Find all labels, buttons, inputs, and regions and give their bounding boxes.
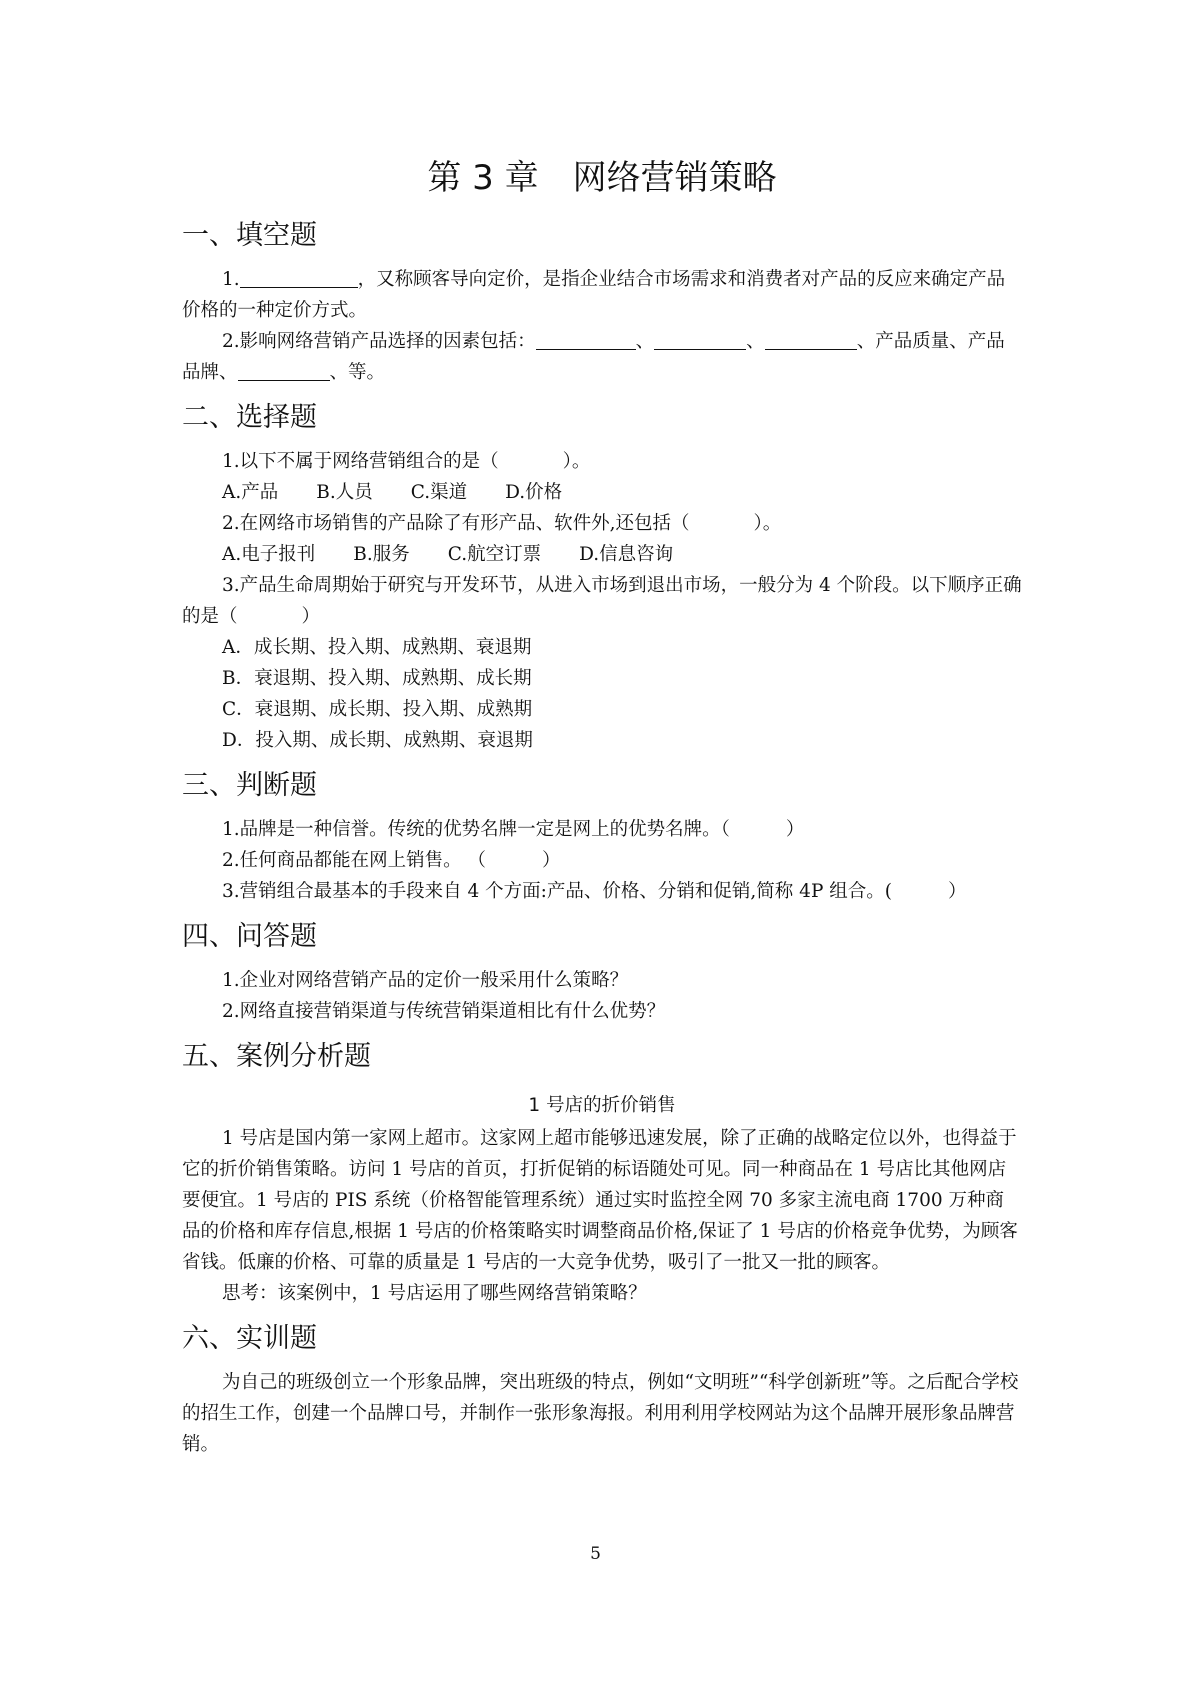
option: D．投入期、成长期、成熟期、衰退期 bbox=[222, 730, 533, 751]
section-title-practice: 六、实训题 bbox=[182, 1323, 317, 1354]
page-content bbox=[182, 150, 1022, 1460]
choice-options-2 bbox=[182, 539, 1022, 570]
option: B.服务 bbox=[353, 544, 410, 565]
page-number: 5 bbox=[590, 1544, 601, 1564]
answer-blank[interactable] bbox=[654, 327, 746, 350]
qa-question-2: 2.网络直接营销渠道与传统营销渠道相比有什么优势？ bbox=[222, 1001, 666, 1022]
judge-question-1: 1.品牌是一种信誉。传统的优势名牌一定是网上的优势名牌。（ ） bbox=[222, 819, 805, 840]
option: C.渠道 bbox=[410, 482, 468, 503]
judge-question-2: 2.任何商品都能在网上销售。 （ ） bbox=[222, 850, 561, 871]
answer-blank[interactable] bbox=[536, 327, 636, 350]
qa-question-1: 1.企业对网络营销产品的定价一般采用什么策略？ bbox=[222, 970, 629, 991]
case-title: 1 号店的折价销售 bbox=[528, 1095, 676, 1116]
section-title-fill-blank: 一、填空题 bbox=[182, 220, 317, 251]
option: B．衰退期、投入期、成熟期、成长期 bbox=[222, 668, 532, 689]
option: A．成长期、投入期、成熟期、衰退期 bbox=[222, 637, 532, 658]
option: C.航空订票 bbox=[447, 544, 542, 565]
option: C．衰退期、成长期、投入期、成熟期 bbox=[222, 699, 533, 720]
option: A.电子报刊 bbox=[222, 544, 316, 565]
case-question: 思考：该案例中，1 号店运用了哪些网络营销策略？ bbox=[222, 1283, 647, 1304]
choice-question-1: 1.以下不属于网络营销组合的是（ ）。 bbox=[222, 451, 591, 472]
judge-question-3: 3.营销组合最基本的手段来自 4 个方面:产品、价格、分销和促销,简称 4P 组合。( ） bbox=[222, 881, 967, 902]
section-title-case: 五、案例分析题 bbox=[182, 1041, 371, 1072]
choice-question-3: 3.产品生命周期始于研究与开发环节，从进入市场到退出市场，一般分为 4 个阶段。以下顺序正确的是（ ） bbox=[182, 575, 1022, 627]
choice-question-2: 2.在网络市场销售的产品除了有形产品、软件外,还包括（ ）。 bbox=[222, 513, 782, 534]
section-title-true-false: 三、判断题 bbox=[182, 770, 317, 801]
option: B.人员 bbox=[316, 482, 373, 503]
choice-options-1 bbox=[182, 477, 1022, 508]
chapter-name: 网络营销策略 bbox=[572, 158, 777, 198]
answer-blank[interactable] bbox=[240, 265, 358, 288]
practice-body: 为自己的班级创立一个形象品牌，突出班级的特点，例如“文明班”“科学创新班”等。之后配合学校的招生工作，创建一个品牌口号，并制作一张形象海报。利用利用学校网站为这个品牌开展形象品牌营销。 bbox=[182, 1372, 1019, 1455]
section-title-qa: 四、问答题 bbox=[182, 921, 317, 952]
answer-blank[interactable] bbox=[765, 327, 857, 350]
answer-blank[interactable] bbox=[238, 358, 330, 381]
option: A.产品 bbox=[222, 482, 279, 503]
fill-question-1: 1. ，又称顾客导向定价，是指企业结合市场需求和消费者对产品的反应来确定产品价格的一种定价方式。 bbox=[182, 264, 1022, 326]
section-title-choice: 二、选择题 bbox=[182, 402, 317, 433]
option: D.价格 bbox=[505, 482, 563, 503]
fill-question-2: 2.影响网络营销产品选择的因素包括： 、 、 、产品质量、产品品牌、 、等。 bbox=[182, 326, 1022, 388]
chapter-title bbox=[182, 150, 1022, 206]
chapter-number: 第 3 章 bbox=[427, 158, 539, 198]
case-body: 1 号店是国内第一家网上超市。这家网上超市能够迅速发展，除了正确的战略定位以外，也得益于它的折价销售策略。访问 1 号店的首页，打折促销的标语随处可见。同一种商品在 1 号店比其他网店要便宜。1 号店的 PIS 系统（价格智能管理系统）通过实时监控全网 70 多家主流电商 1700 万种商品的价格和库存信息,根据 1 号店的价格策略实时调整商品价格,保证了 1 号店的价格竞争优势，为顾客省钱。低廉的价格、可靠的质量是 1 号店的一大竞争优势，吸引了一批又一批的顾客。 bbox=[182, 1128, 1018, 1273]
option: D.信息咨询 bbox=[579, 544, 674, 565]
